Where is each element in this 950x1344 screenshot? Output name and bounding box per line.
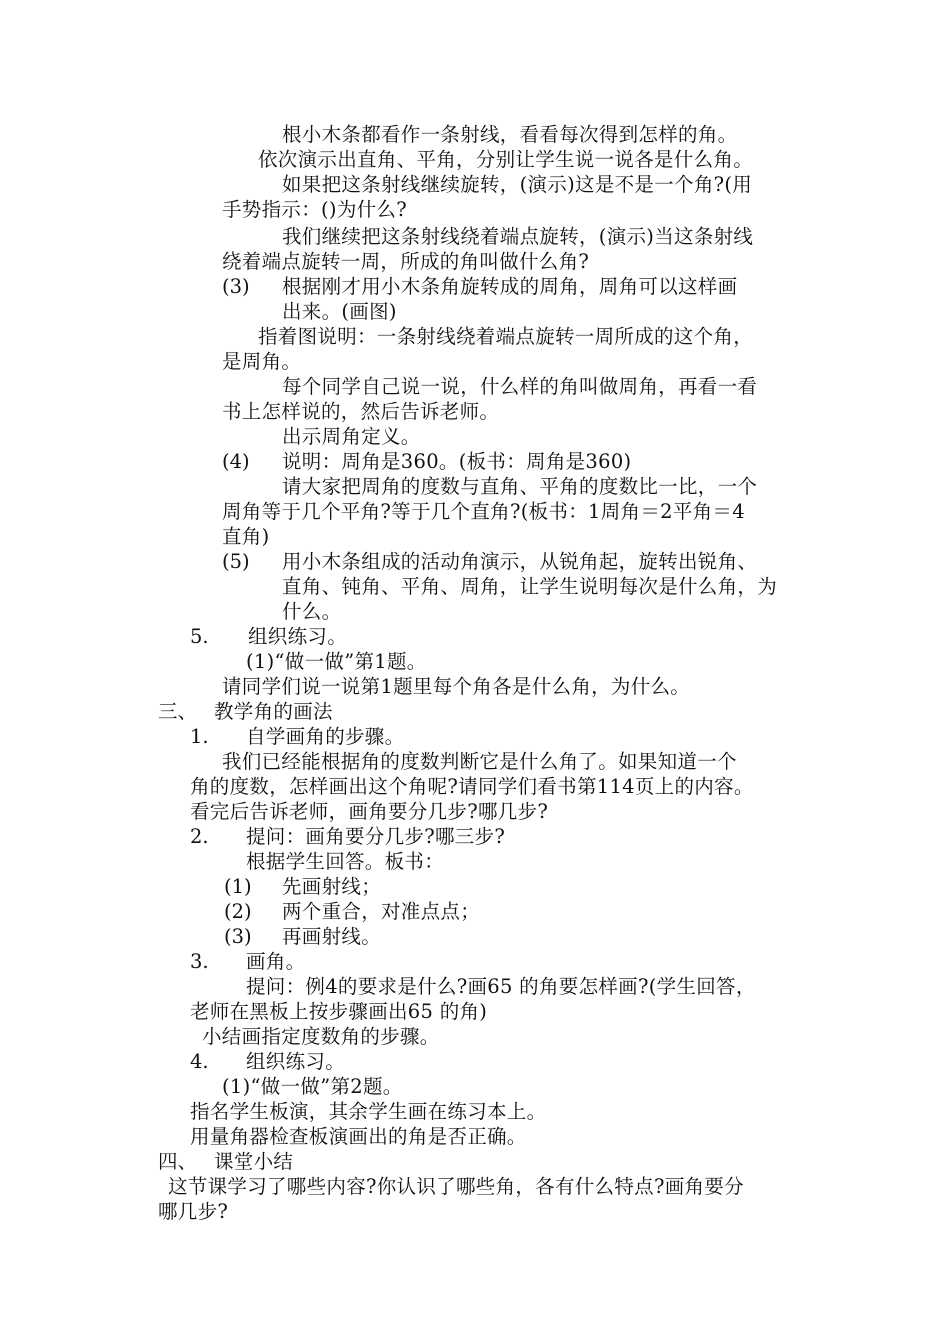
text-line: 是周角。 — [222, 350, 302, 373]
text-line: 组织练习。 — [248, 625, 348, 648]
text-line: 提问：画角要分几步?哪三步? — [246, 825, 506, 848]
list-marker: (2) — [224, 900, 252, 923]
list-marker: 2. — [190, 825, 209, 848]
text-line: 什么。 — [282, 600, 342, 623]
text-line: 这节课学习了哪些内容?你认识了哪些角，各有什么特点?画角要分 — [168, 1175, 744, 1198]
text-line: 老师在黑板上按步骤画出65 的角) — [190, 1000, 488, 1023]
text-line: 指名学生板演，其余学生画在练习本上。 — [190, 1100, 547, 1123]
text-line: 我们已经能根据角的度数判断它是什么角了。如果知道一个 — [222, 750, 737, 773]
text-line: 自学画角的步骤。 — [246, 725, 405, 748]
text-line: 依次演示出直角、平角，分别让学生说一说各是什么角。 — [258, 148, 754, 171]
text-line: 周角等于几个平角?等于几个直角?(板书：1周角＝2平角＝4 — [222, 500, 745, 523]
text-line: 角的度数，怎样画出这个角呢?请同学们看书第114页上的内容。 — [190, 775, 754, 798]
text-line: (1)“做一做”第1题。 — [246, 650, 427, 673]
text-line: 再画射线。 — [282, 925, 382, 948]
list-marker: (3) — [222, 275, 250, 298]
text-line: (1)“做一做”第2题。 — [222, 1075, 403, 1098]
section-heading: 教学角的画法 — [214, 700, 333, 723]
section-marker: 三、 — [158, 700, 198, 723]
list-marker: 3. — [190, 950, 209, 973]
text-line: 书上怎样说的，然后告诉老师。 — [222, 400, 500, 423]
section-marker: 四、 — [158, 1150, 198, 1173]
list-marker: (4) — [222, 450, 250, 473]
text-line: 根据刚才用小木条角旋转成的周角，周角可以这样画 — [282, 275, 738, 298]
list-marker: 5. — [190, 625, 209, 648]
text-line: 如果把这条射线继续旋转，(演示)这是不是一个角?(用 — [282, 173, 753, 196]
text-line: 指着图说明：一条射线绕着端点旋转一周所成的这个角， — [258, 325, 754, 348]
text-line: 直角) — [222, 525, 270, 548]
text-line: 我们继续把这条射线绕着端点旋转，(演示)当这条射线 — [282, 225, 754, 248]
text-line: 绕着端点旋转一周，所成的角叫做什么角? — [222, 250, 590, 273]
text-line: 手势指示：()为什么? — [222, 198, 407, 221]
text-line: 先画射线； — [282, 875, 382, 898]
text-line: 出示周角定义。 — [282, 425, 421, 448]
text-line: 组织练习。 — [246, 1050, 346, 1073]
text-line: 用小木条组成的活动角演示，从锐角起，旋转出锐角、 — [282, 550, 758, 573]
text-line: 画角。 — [246, 950, 306, 973]
text-line: 说明：周角是360。(板书：周角是360) — [282, 450, 632, 473]
text-line: 两个重合，对准点点； — [282, 900, 481, 923]
list-marker: 1. — [190, 725, 209, 748]
text-line: 用量角器检查板演画出的角是否正确。 — [190, 1125, 527, 1148]
list-marker: (5) — [222, 550, 250, 573]
list-marker: (3) — [224, 925, 252, 948]
text-line: 哪几步? — [158, 1200, 229, 1223]
section-heading: 课堂小结 — [214, 1150, 294, 1173]
text-line: 出来。(画图) — [282, 300, 397, 323]
list-marker: 4. — [190, 1050, 209, 1073]
list-marker: (1) — [224, 875, 252, 898]
text-line: 根据学生回答。板书： — [246, 850, 445, 873]
text-line: 每个同学自己说一说，什么样的角叫做周角，再看一看 — [282, 375, 758, 398]
text-line: 请大家把周角的度数与直角、平角的度数比一比，一个 — [282, 475, 758, 498]
text-line: 直角、钝角、平角、周角，让学生说明每次是什么角，为 — [282, 575, 778, 598]
text-line: 根小木条都看作一条射线，看看每次得到怎样的角。 — [282, 123, 738, 146]
text-line: 看完后告诉老师，画角要分几步?哪几步? — [190, 800, 549, 823]
text-line: 提问：例4的要求是什么?画65 的角要怎样画?(学生回答， — [246, 975, 756, 998]
text-line: 请同学们说一说第1题里每个角各是什么角，为什么。 — [222, 675, 691, 698]
text-line: 小结画指定度数角的步骤。 — [202, 1025, 440, 1048]
